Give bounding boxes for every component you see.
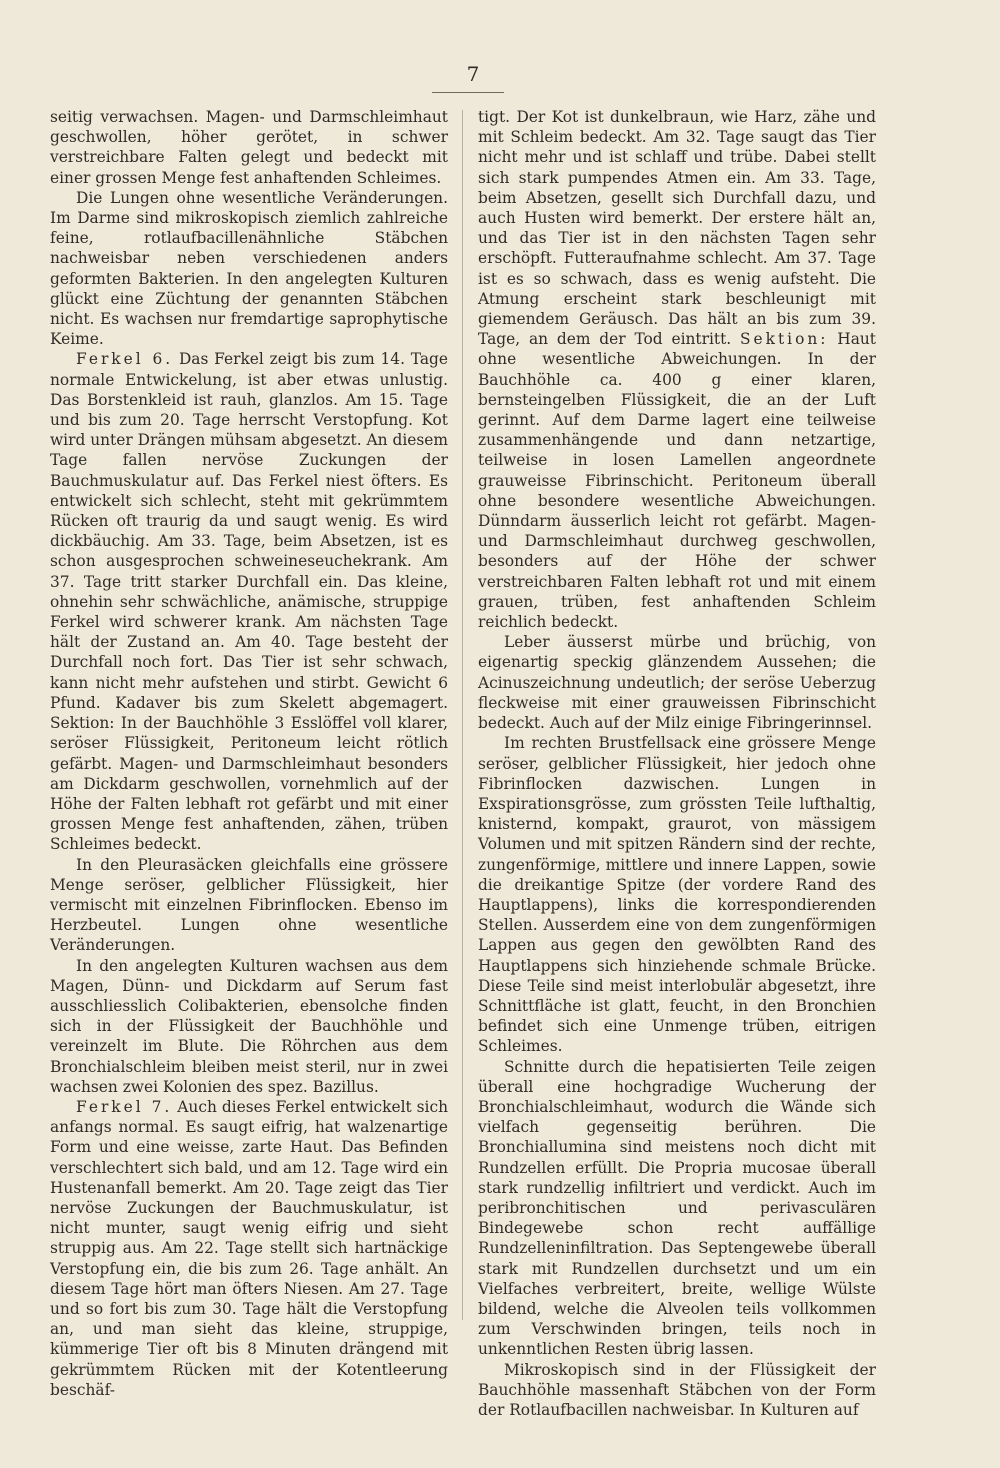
paragraph: Schnitte durch die hepatisierten Teile zeigen überall eine hochgradige Wucherung der Bronchialschleimhaut, wodurch die Wände sich vielfach gegenseitig berühren. Die Bronchiallumina sind meistens noch dicht mit Rundzellen erfüllt. Die Propria mucosae überall stark rundzellig infiltriert und verdickt. Auch im peribronchitischen und perivasculären Bindegewebe schon recht auffällige Rundzelleninfiltration. Das Septengewebe überall stark mit Rundzellen durchsetzt und um ein Vielfaches verbreitert, breite, wellige Wülste bildend, welche die Alveolen teils vollkommen zum Verschwinden bringen, teils noch in unkenntlichen Resten übrig lassen.	[478, 1057, 876, 1359]
paragraph: Im rechten Brustfellsack eine grössere Menge seröser, gelblicher Flüssigkeit, hier jedoch ohne Fibrinflocken dazwischen. Lungen in Exspirationsgrösse, zum grössten Teile lufthaltig, knisternd, kompakt, graurot, von mässigem Volumen und mit spitzen Rändern sind der rechte, zungenförmige, mittlere und innere Lappen, sowie die dreikantige Spitze (der vordere Rand des Hauptlappens), links die korrespondierenden Stellen. Ausserdem eine von dem zungenförmigen Lappen aus gegen den gewölbten Rand des Hauptlappens sich hinziehende schmale Brücke. Diese Teile sind meist interlobulär abgesetzt, ihre Schnittfläche ist glatt, feucht, in den Bronchien befindet sich eine Unmenge trüben, eitrigen Schleimes.	[478, 734, 876, 1056]
left-column	[50, 107, 448, 1400]
paragraph: Leber äusserst mürbe und brüchig, von eigenartig speckig glänzendem Aussehen; die Acinuszeichnung undeutlich; der seröse Ueberzug fleckweise mit einer grauweissen Fibrinschicht bedeckt. Auch auf der Milz einige Fibringerinnsel.	[478, 633, 876, 733]
paragraph-text: tigt. Der Kot ist dunkelbraun, wie Harz, zähe und mit Schleim bedeckt. Am 32. Tage saugt das Tier nicht mehr und ist schlaff und trübe. Dabei stellt sich stark pumpendes Atmen ein. Am 33. Tage, beim Absetzen, gesellt sich Durchfall dazu, und auch Husten wird bemerkt. Der erstere hält an, und das Tier ist in den nächsten Tagen sehr erschöpft. Futteraufnahme schlecht. Am 37. Tage ist es so schwach, dass es wenig aufsteht. Die Atmung erscheint stark beschleunigt mit giemendem Geräusch. Das hält an bis zum 39. Tage, an dem der Tod eintritt.	[478, 108, 876, 349]
paragraph-ferkel-6	[50, 349, 448, 854]
paragraph: Mikroskopisch sind in der Flüssigkeit der Bauchhöhle massenhaft Stäbchen von der Form der Rotlaufbacillen nachweisbar. In Kulturen auf	[478, 1360, 876, 1419]
paragraph-text: Auch dieses Ferkel entwickelt sich anfangs normal. Es saugt eifrig, hat walzenartige Form und eine weisse, zarte Haut. Das Befinden verschlechtert sich bald, und am 12. Tage wird ein Hustenanfall bemerkt. Am 20. Tage zeigt das Tier nervöse Zuckungen der Bauchmuskulatur, ist nicht munter, saugt wenig eifrig und sieht struppig aus. Am 22. Tage stellt sich hartnäckige Verstopfung ein, die bis zum 26. Tage anhält. An diesem Tage hört man öfters Niesen. Am 27. Tage und so fort bis zum 30. Tage hält die Verstopfung an, und man sieht das kleine, struppige, kümmerige Tier oft bis 8 Minuten drängend mit gekrümmtem Rücken mit der Kotentleerung beschäf-	[50, 1097, 448, 1399]
paragraph: Die Lungen ohne wesentliche Veränderungen. Im Darme sind mikroskopisch ziemlich zahlreiche feine, rotlaufbacillenähnliche Stäbchen nachweisbar neben verschiedenen anders geformten Bakterien. In den angelegten Kulturen glückt eine Züchtung der genannten Stäbchen nicht. Es wachsen nur fremdartige saprophytische Keime.	[50, 188, 448, 349]
right-column	[478, 107, 876, 1420]
paragraph: In den angelegten Kulturen wachsen aus dem Magen, Dünn- und Dickdarm auf Serum fast ausschliesslich Colibakterien, ebensolche finden sich in der Flüssigkeit der Bauchhöhle und vereinzelt im Blute. Die Röhrchen aus dem Bronchialschleim bleiben meist steril, nur in zwei wachsen zwei Kolonien des spez. Bazillus.	[50, 956, 448, 1096]
case-label: Ferkel 7.	[76, 1097, 173, 1116]
paragraph: In den Pleurasäcken gleichfalls eine grössere Menge seröser, gelblicher Flüssigkeit, hier vermischt mit einzelnen Fibrinflocken. Ebenso im Herzbeutel. Lungen ohne wesentliche Veränderungen.	[50, 855, 448, 955]
case-label: Ferkel 6.	[76, 350, 174, 369]
paragraph-text: Haut ohne wesentliche Abweichungen. In der Bauchhöhle ca. 400 g einer klaren, bernsteingelben Flüssigkeit, die an der Luft gerinnt. Auf dem Darme lagert eine teilweise zusammenhängende und dann netzartige, teilweise in losen Lamellen angeordnete grauweisse Fibrinschicht. Peritoneum überall ohne besondere wesentliche Abweichungen. Dünndarm äusserlich leicht rot gefärbt. Magen- und Darmschleimhaut durchweg geschwollen, besonders auf der Höhe der schwer verstreichbaren Falten lebhaft rot und mit einem grauen, trüben, fest anhaftenden Schleim reichlich bedeckt.	[478, 330, 876, 632]
header-rule	[432, 92, 504, 93]
paragraph-ferkel-7	[50, 1097, 448, 1400]
paragraph-text: Das Ferkel zeigt bis zum 14. Tage normale Entwickelung, ist aber etwas unlustig. Das Borstenkleid ist rauh, glanzlos. Am 15. Tage und bis zum 20. Tage herrscht Verstopfung. Kot wird unter Drängen mühsam abgesetzt. An diesem Tage fallen nervöse Zuckungen der Bauchmuskulatur auf. Das Ferkel niest öfters. Es entwickelt sich schlecht, steht mit gekrümmtem Rücken oft traurig da und saugt wenig. Es wird dickbäuchig. Am 33. Tage, beim Absetzen, ist es schon ausgesprochen schweineseuchekrank. Am 37. Tage tritt starker Durchfall ein. Das kleine, ohnehin sehr schwächliche, anämische, struppige Ferkel wird schwerer krank. Am nächsten Tage hält der Zustand an. Am 40. Tage besteht der Durchfall noch fort. Das Tier ist sehr schwach, kann nicht mehr aufstehen und stirbt. Gewicht 6 Pfund. Kadaver bis zum Skelett abgemagert. Sektion: In der Bauchhöhle 3 Esslöffel voll klarer, seröser Flüssigkeit, Peritoneum leicht rötlich gefärbt. Magen- und Darmschleimhaut besonders am Dickdarm geschwollen, vornehmlich auf der Höhe der Falten lebhaft rot gefärbt und mit einer grossen Menge fest anhaftenden, zähen, trüben Schleimes bedeckt.	[50, 350, 448, 854]
column-divider	[462, 110, 463, 1320]
paragraph: seitig verwachsen. Magen- und Darmschleimhaut geschwollen, höher gerötet, in schwer verstreichbare Falten gelegt und bedeckt mit einer grossen Menge fest anhaftenden Schleimes.	[50, 108, 448, 187]
page-number: 7	[466, 62, 480, 86]
section-label: Sektion:	[740, 330, 829, 349]
paragraph	[478, 107, 876, 632]
